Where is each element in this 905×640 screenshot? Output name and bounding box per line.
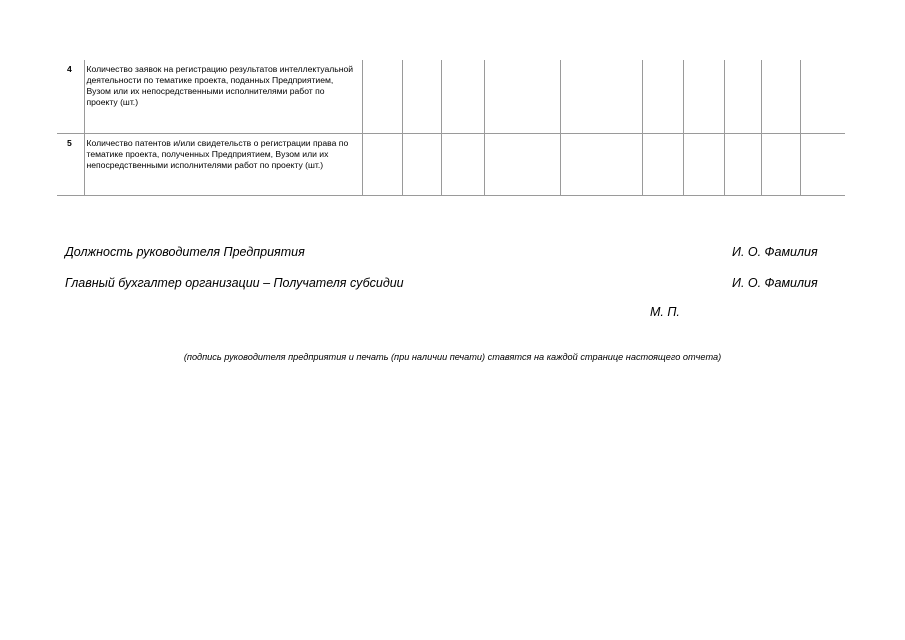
table-cell — [484, 134, 560, 196]
stamp-placeholder: М. П. — [650, 305, 680, 319]
table-cell — [683, 134, 724, 196]
table-cell — [761, 134, 800, 196]
signature-note-text: (подпись руководителя предприятия и печать (при наличии печати) ставятся на каждой странице настоящего отчета) — [183, 352, 722, 362]
table-cell — [683, 60, 724, 134]
table-cell — [560, 134, 642, 196]
position-name: И. О. Фамилия — [732, 245, 818, 259]
row-number: 5 — [57, 134, 84, 196]
position-label: Должность руководителя Предприятия — [65, 245, 305, 259]
row-number: 4 — [57, 60, 84, 134]
table-cell — [800, 134, 845, 196]
table-cell — [441, 134, 484, 196]
table-cell — [362, 134, 402, 196]
signature-note — [0, 352, 905, 362]
row-description: Количество заявок на регистрацию результатов интеллектуальной деятельности по тематике проекта, поданных Предприятием, Вузом или их непосредственными исполнителями работ по проекту (шт.) — [84, 60, 362, 134]
row-description: Количество патентов и/или свидетельств о регистрации права по тематике проекта, полученных Предприятием, Вузом или их непосредственными исполнителями работ по проекту (шт.) — [84, 134, 362, 196]
accountant-name: И. О. Фамилия — [732, 276, 818, 290]
table-cell — [642, 134, 683, 196]
table-cell — [761, 60, 800, 134]
table-cell — [441, 60, 484, 134]
table-cell — [642, 60, 683, 134]
table-cell — [724, 60, 761, 134]
table-cell — [402, 134, 441, 196]
table-cell — [484, 60, 560, 134]
report-table — [57, 60, 845, 196]
table-cell — [724, 134, 761, 196]
table-row — [57, 134, 845, 196]
table-cell — [560, 60, 642, 134]
table-cell — [800, 60, 845, 134]
accountant-label: Главный бухгалтер организации – Получателя субсидии — [65, 276, 404, 290]
table-row — [57, 60, 845, 134]
table-cell — [402, 60, 441, 134]
table-cell — [362, 60, 402, 134]
